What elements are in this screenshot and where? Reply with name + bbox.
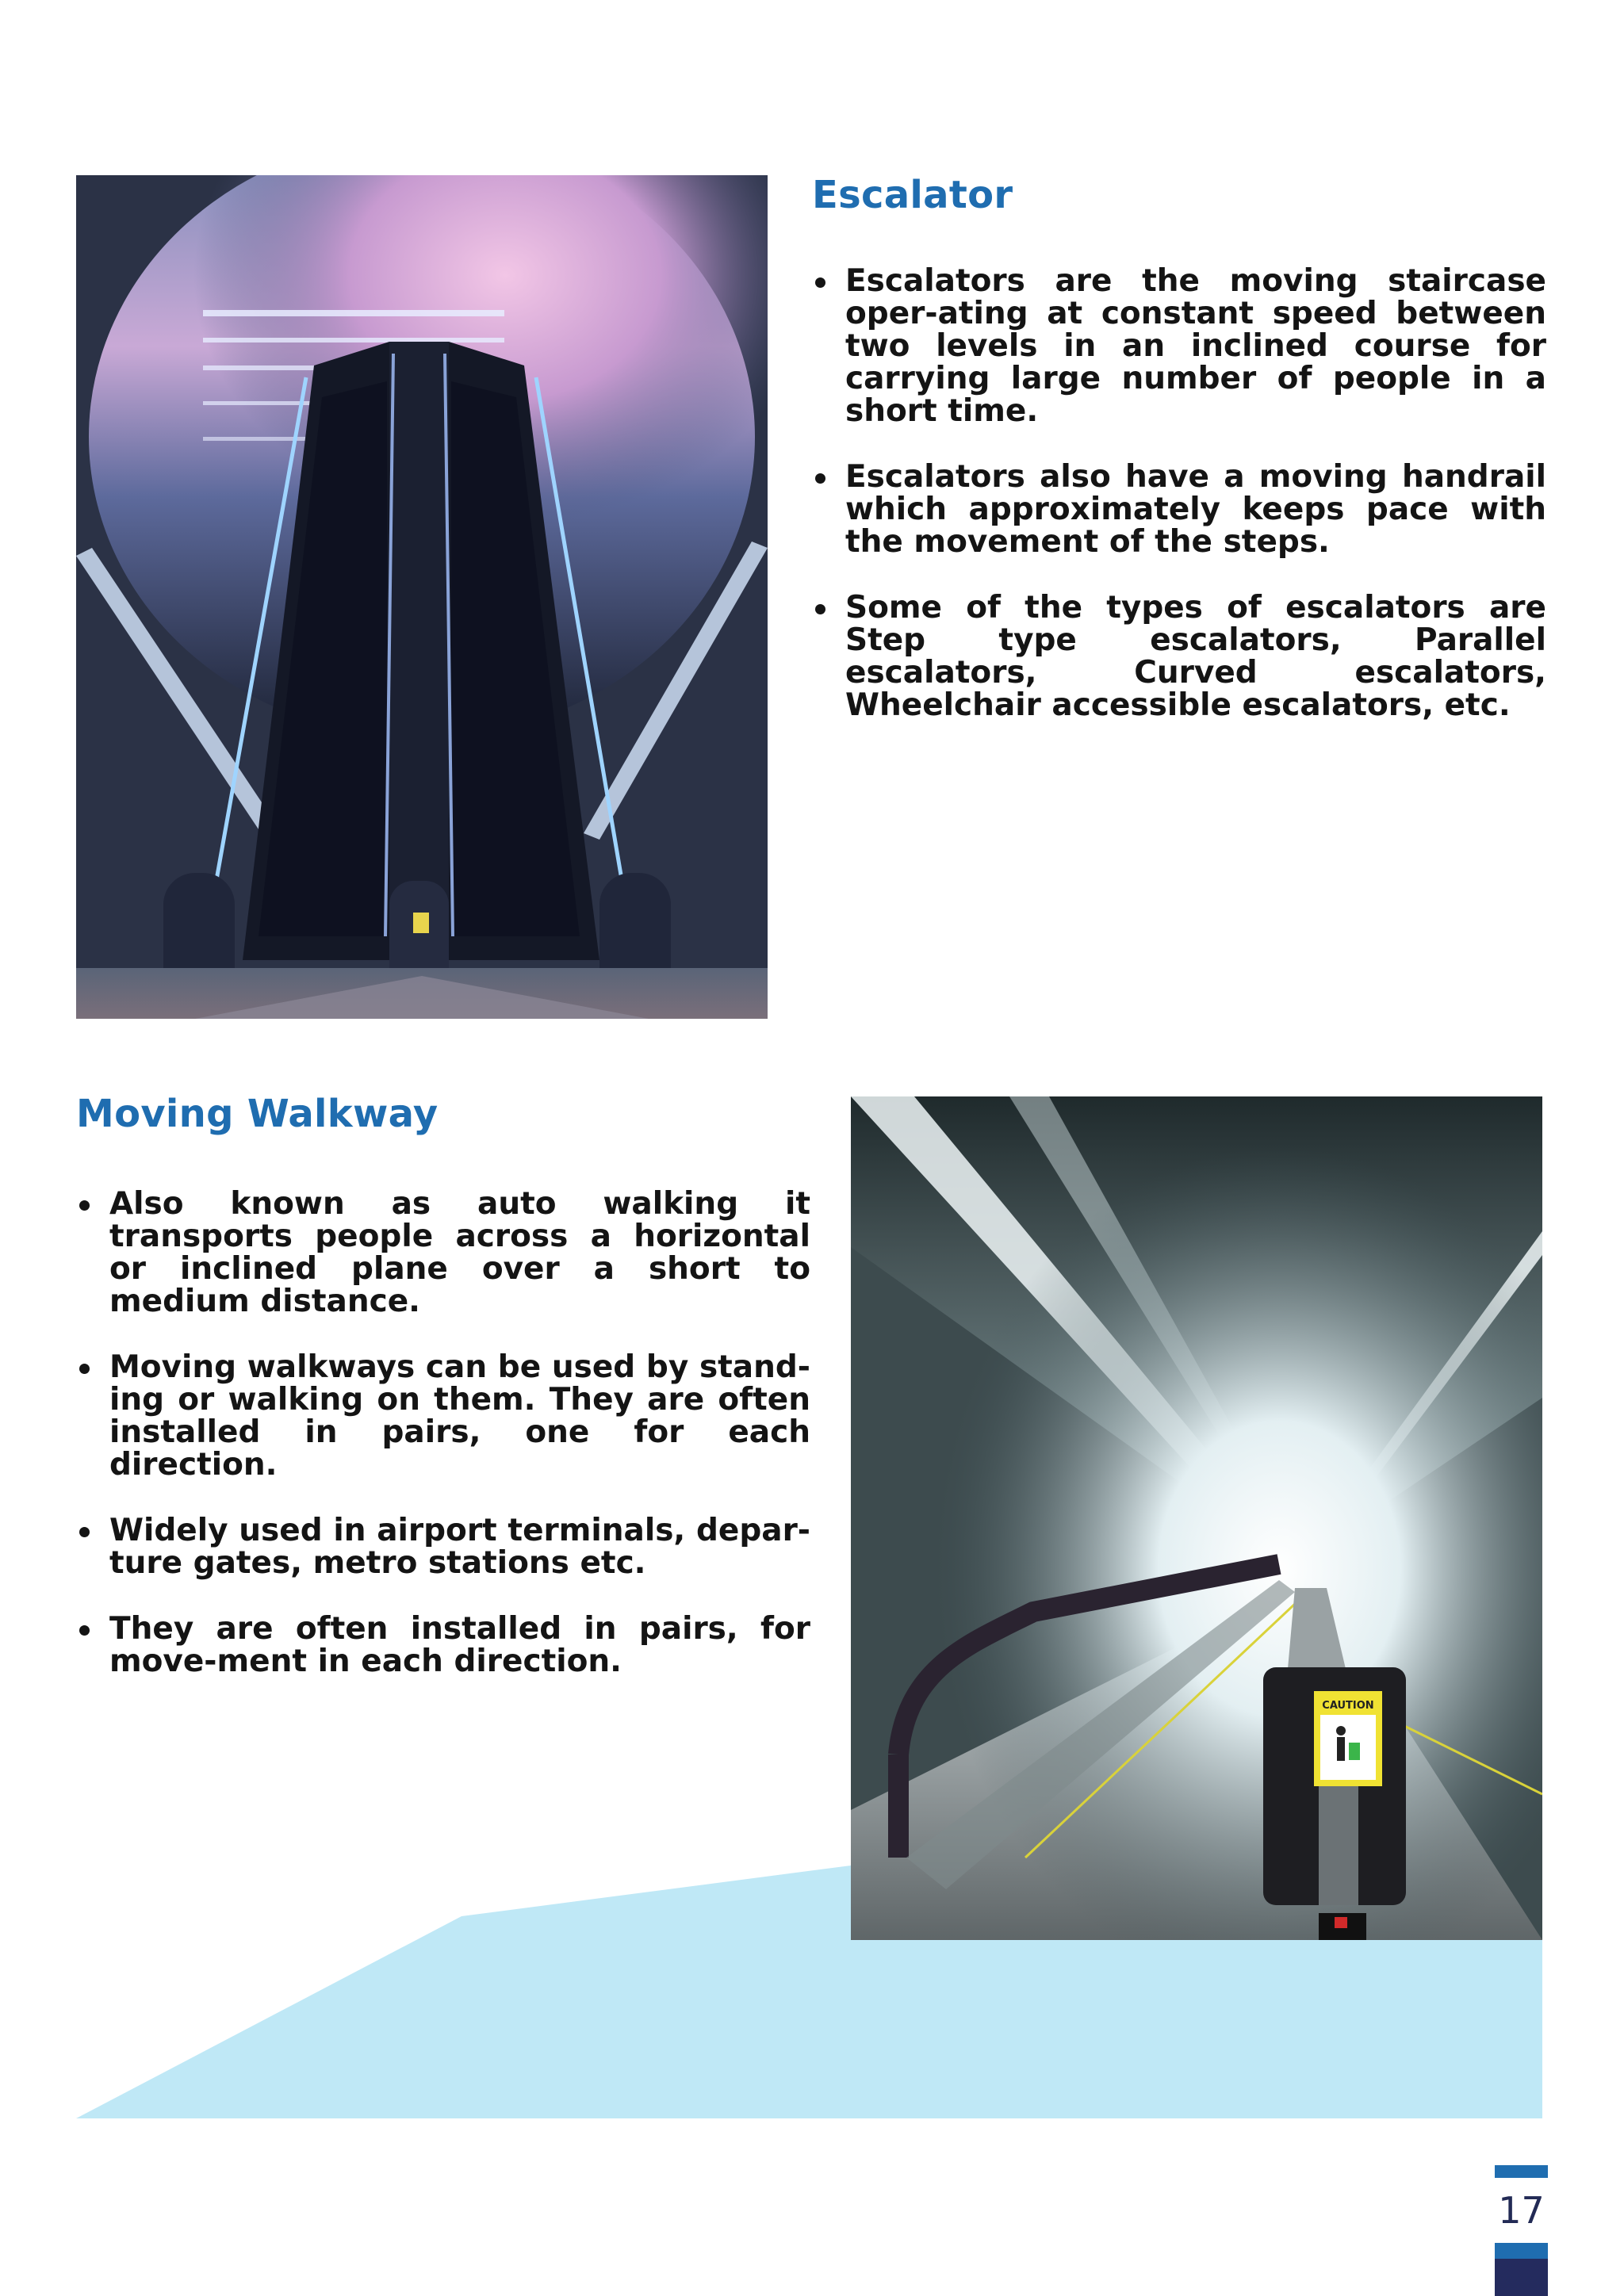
page-number-top-bar bbox=[1495, 2165, 1548, 2178]
bullet-item: Escalators are the moving staircase oper-ating at constant speed between two levels in an inclined course for carrying large number of people in a short time. bbox=[812, 265, 1546, 427]
moving-walkway-photo bbox=[851, 1096, 1542, 1940]
bullet-item: Some of the types of escalators are Step type escalators, Parallel escalators, Curved escalators, Wheelchair accessible escalators, etc. bbox=[812, 591, 1546, 721]
escalator-bullet-list bbox=[812, 265, 1546, 755]
page-number-bottom-bar bbox=[1495, 2243, 1548, 2259]
bullet-item: They are often installed in pairs, for move-ment in each direction. bbox=[76, 1613, 810, 1678]
bullet-item: Also known as auto walking it transports people across a horizontal or inclined plane over a short to medium distance. bbox=[76, 1188, 810, 1318]
bullet-icon bbox=[815, 473, 825, 484]
bullet-item: Widely used in airport terminals, depar-ture gates, metro stations etc. bbox=[76, 1514, 810, 1579]
bullet-icon bbox=[815, 604, 825, 614]
escalator-image bbox=[76, 175, 768, 1019]
section-title-moving-walkway: Moving Walkway bbox=[76, 1092, 439, 1136]
walkway-bullet-list bbox=[76, 1188, 810, 1711]
bullet-item: Escalators also have a moving handrail which approximately keeps pace with the movement of the steps. bbox=[812, 461, 1546, 558]
page-number-dark-block bbox=[1495, 2259, 1548, 2296]
bullet-icon bbox=[79, 1364, 90, 1374]
bullet-icon bbox=[815, 277, 825, 288]
escalator-photo bbox=[76, 175, 768, 1019]
bullet-item: Moving walkways can be used by stand-ing or walking on them. They are often installed in pairs, one for each direction. bbox=[76, 1351, 810, 1481]
caution-sign-text: CAUTION bbox=[1322, 1700, 1374, 1712]
walkway-image bbox=[851, 1096, 1542, 1940]
page-number: 17 bbox=[1498, 2189, 1545, 2232]
section-title-escalator: Escalator bbox=[812, 173, 1013, 217]
bullet-icon bbox=[79, 1200, 90, 1211]
bullet-icon bbox=[79, 1527, 90, 1537]
bullet-icon bbox=[79, 1625, 90, 1636]
